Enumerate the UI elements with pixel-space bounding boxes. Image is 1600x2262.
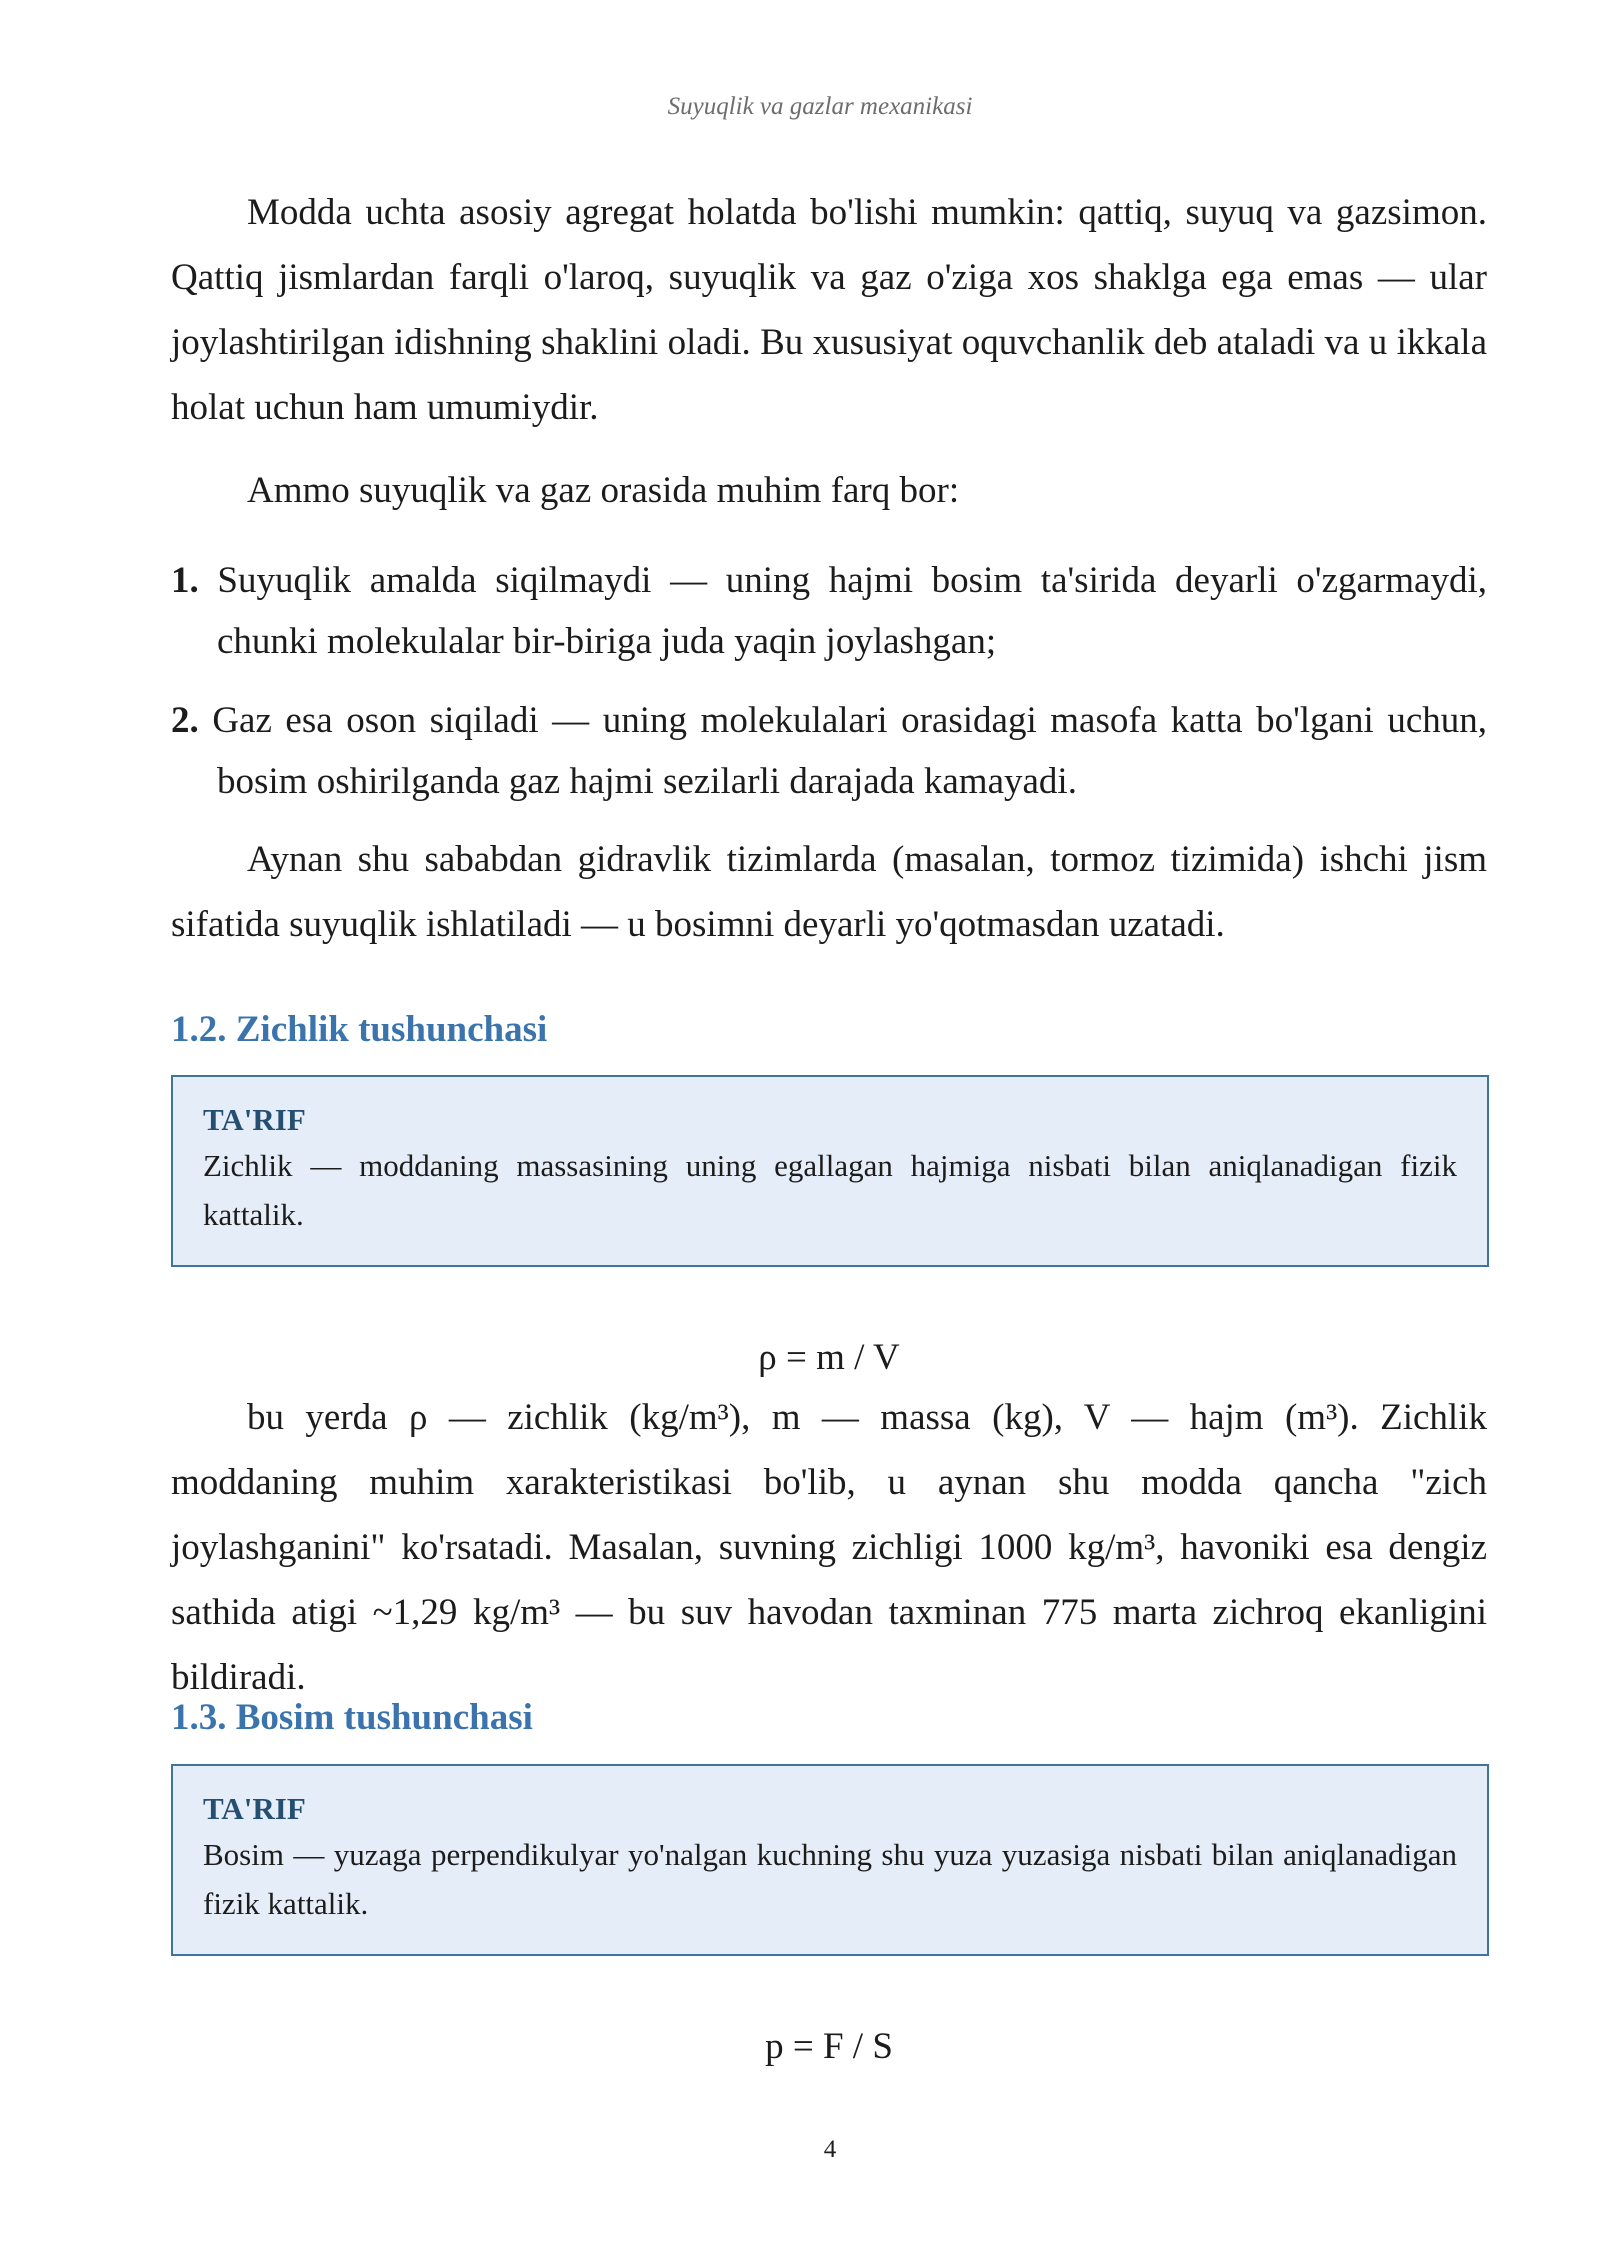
intro-paragraph-2: Ammo suyuqlik va gaz orasida muhim farq bor:	[247, 470, 960, 511]
formula-pressure: p = F / S	[765, 2026, 893, 2067]
pressure-section	[171, 1695, 1487, 1741]
intro-section	[171, 180, 1487, 440]
definition-box-density	[171, 1075, 1489, 1267]
formula-density: ρ = m / V	[758, 1337, 900, 1378]
density-explanation: bu yerda ρ — zichlik (kg/m³), m — massa (kg), V — hajm (m³). Zichlik moddaning muhim xarakteristikasi bo'lib, u aynan shu modda qancha "zich joylashganini" ko'rsatadi. Masalan, suvning zichligi 1000 kg/m³, havoniki esa dengiz sathida atigi ~1,29 kg/m³ — bu suv havodan taxminan 775 marta zichroq ekanligini bildiradi.	[171, 1397, 1487, 1698]
pressure-definition-wrap	[171, 1764, 1489, 1956]
section-heading-pressure: 1.3. Bosim tushunchasi	[171, 1697, 533, 1738]
page-number: 4	[823, 2136, 837, 2163]
intro-section-3	[171, 827, 1487, 957]
list-item-text: Suyuqlik amalda siqilmaydi — uning hajmi bosim ta'sirida deyarli o'zgarmaydi, chunki molekulalar bir-biriga juda yaqin joylashgan;	[217, 560, 1487, 662]
density-explanation-wrap	[171, 1385, 1487, 1710]
differences-list-wrap	[171, 550, 1487, 812]
list-item-text: Gaz esa oson siqiladi — uning molekulalari orasidagi masofa katta bo'lgani uchun, bosim oshirilganda gaz hajmi sezilarli darajada kamayadi.	[212, 700, 1488, 802]
intro-section-2	[171, 458, 1487, 523]
definition-text: Zichlik — moddaning massasining uning egallagan hajmiga nisbati bilan aniqlanadigan fizik kattalik.	[203, 1148, 1457, 1232]
definition-title: TA'RIF	[203, 1102, 306, 1137]
density-formula-wrap	[171, 1335, 1487, 1381]
intro-paragraph-3: Aynan shu sababdan gidravlik tizimlarda (masalan, tormoz tizimida) ishchi jism sifatida suyuqlik ishlatiladi — u bosimni deyarli yo'qotmasdan uzatadi.	[171, 839, 1487, 945]
list-item	[171, 550, 1487, 672]
definition-title: TA'RIF	[203, 1791, 306, 1826]
intro-paragraph-1: Modda uchta asosiy agregat holatda bo'lishi mumkin: qattiq, suyuq va gazsimon. Qattiq jismlardan farqli o'laroq, suyuqlik va gaz o'ziga xos shaklga ega emas — ular joylashtirilgan idishning shaklini oladi. Bu xususiyat oquvchanlik deb ataladi va u ikkala holat uchun ham umumiydir.	[171, 192, 1487, 428]
list-item-number: 2.	[171, 700, 199, 741]
definition-box-pressure	[171, 1764, 1489, 1956]
density-definition-wrap	[171, 1075, 1489, 1267]
pressure-formula-wrap	[171, 2024, 1487, 2070]
definition-text: Bosim — yuzaga perpendikulyar yo'nalgan kuchning shu yuza yuzasiga nisbati bilan aniqlanadigan fizik kattalik.	[203, 1837, 1457, 1921]
running-header: Suyuqlik va gazlar mexanikasi	[667, 93, 973, 120]
list-item-number: 1.	[171, 560, 199, 601]
section-heading-density: 1.2. Zichlik tushunchasi	[171, 1009, 548, 1050]
density-section	[171, 1007, 1487, 1053]
differences-list	[171, 550, 1487, 812]
list-item	[171, 690, 1487, 812]
